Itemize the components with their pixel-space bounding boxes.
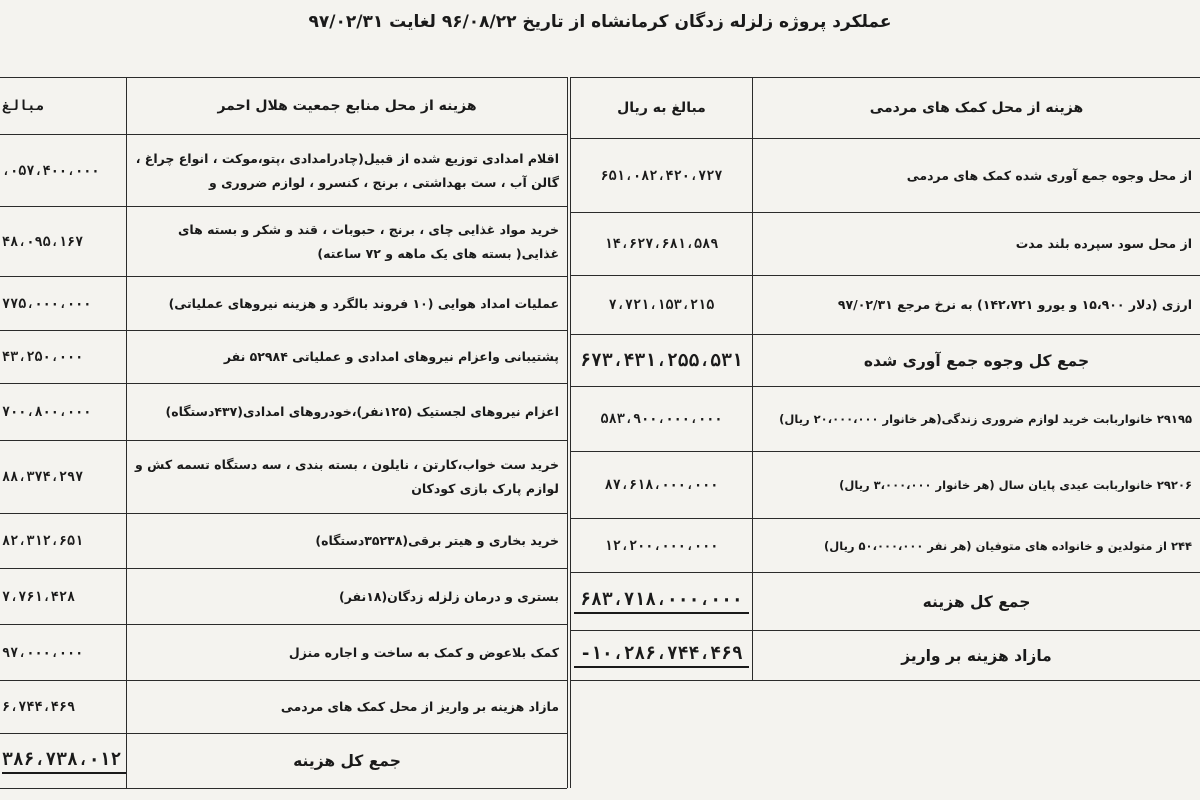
left-total-amount: [0, 734, 126, 788]
right-row-amount: ۷،۷۲۱،۱۵۳،۲۱۵: [608, 297, 715, 313]
total-expense-label: جمع کل هزینه: [922, 592, 1031, 611]
left-total-value: ۳۸۶،۷۳۸،۰۱۲: [2, 749, 126, 774]
surplus-label: مازاد هزینه بر واریز: [901, 646, 1052, 665]
left-row-desc: بستری و درمان زلزله زدگان(۱۸نفر): [339, 588, 559, 604]
left-row-amount: ۸۲،۳۱۲،۶۵۱: [2, 533, 84, 549]
total-collected-label: جمع کل وجوه جمع آوری شده: [863, 351, 1090, 370]
left-row-desc: خرید ست خواب،کارتن ، نایلون ، بسته بندی ، سه دستگاه تسمه کش و لوازم پارک بازی کودکان: [135, 457, 559, 496]
left-row-desc: خرید مواد غذایی چای ، برنج ، حبوبات ، قند و شکر و بسته های غذایی( بسته های یک ماهه و ۷۲ ساعته): [177, 221, 559, 261]
page-title: عملکرد پروژه زلزله زدگان کرمانشاه از تاریخ ۹۶/۰۸/۲۲ لغایت ۹۷/۰۲/۳۱: [308, 12, 892, 32]
left-row-amount: ،۰۵۷،۴۰۰،۰۰۰: [2, 162, 100, 179]
left-row-desc: اعزام نیروهای لجستیک (۱۲۵نفر)،خودروهای امدادی(۴۳۷دستگاه): [165, 404, 559, 419]
left-row-amount: ۴۳،۲۵۰،۰۰۰: [2, 349, 84, 365]
left-surplus-desc: مازاد هزینه بر واریز از محل کمک های مردمی: [280, 699, 559, 714]
left-row-desc: اقلام امدادی توزیع شده از قبیل(چادرامدادی ،پتو،موکت ، انواع چراغ ، گالن آب ، ست بهداشتی ، برنج ، کنسرو ، لوازم ضروری و: [135, 150, 559, 190]
surplus-amount: [571, 631, 752, 680]
left-row-desc: عملیات امداد هوایی (۱۰ فروند بالگرد و هزینه نیروهای عملیاتی): [168, 295, 559, 311]
right-header-description: هزینه از محل کمک های مردمی: [869, 100, 1084, 116]
right-row-amount: ۶۵۱،۰۸۲،۴۲۰،۷۲۷: [600, 167, 723, 184]
right-row-desc: از محل سود سپرده بلند مدت: [1015, 236, 1192, 251]
surplus-value: -۱۰،۲۸۶،۷۴۴،۴۶۹: [574, 643, 749, 668]
left-row-amount: ۷۰۰،۸۰۰،۰۰۰: [2, 404, 92, 420]
right-row-desc: ۲۹۲۰۶ خانواربابت عیدی پایان سال (هر خانوار ۳،۰۰۰،۰۰۰ ریال): [839, 478, 1192, 492]
left-header-description: هزینه از محل منابع جمعیت هلال احمر: [217, 98, 477, 114]
left-header-amount: مبالغ: [2, 98, 45, 114]
left-row-amount: ۹۷،۰۰۰،۰۰۰: [2, 644, 84, 661]
right-row-desc: ارزی (دلار ۱۵،۹۰۰ و یورو ۱۴۲،۷۲۱) به نرخ مرجع ۹۷/۰۲/۳۱: [837, 297, 1192, 312]
total-expense-value: ۶۸۳،۷۱۸،۰۰۰،۰۰۰: [574, 589, 749, 614]
right-row-amount: ۵۸۳،۹۰۰،۰۰۰،۰۰۰: [600, 411, 723, 427]
left-row-amount: ۸۸،۳۷۴،۲۹۷: [2, 469, 84, 485]
right-row-amount: ۸۷،۶۱۸،۰۰۰،۰۰۰: [604, 477, 719, 493]
right-row-desc: ۲۴۴ از متولدین و خانواده های متوفیان (هر نفر ۵۰،۰۰۰،۰۰۰ ریال): [824, 538, 1192, 553]
right-header-amount: مبالغ به ریال: [617, 100, 706, 116]
right-row-desc: از محل وجوه جمع آوری شده کمک های مردمی: [906, 167, 1192, 183]
total-collected-amount: ۶۷۳،۴۳۱،۲۵۵،۵۳۱: [580, 350, 743, 371]
total-expense-amount: [571, 573, 752, 630]
right-row-amount: ۱۴،۶۲۷،۶۸۱،۵۸۹: [604, 236, 719, 252]
left-surplus-amount: ۶،۷۴۴،۴۶۹: [2, 699, 76, 715]
left-total-label: جمع کل هزینه: [293, 752, 401, 770]
left-row-desc: خرید بخاری و هیتر برقی(۳۵۲۳۸دستگاه): [315, 533, 559, 548]
right-row-desc: ۲۹۱۹۵ خانواربابت خرید لوازم ضروری زندگی(هر خانوار ۲۰،۰۰۰،۰۰۰ ریال): [779, 412, 1192, 426]
left-row-amount: ۷۷۵،۰۰۰،۰۰۰: [2, 295, 92, 312]
left-row-amount: ۴۸،۰۹۵،۱۶۷: [2, 233, 84, 250]
left-row-desc: پشتیبانی واعزام نیروهای امدادی و عملیاتی ۵۲۹۸۴ نفر: [223, 349, 559, 364]
left-row-amount: ۷،۷۶۱،۴۲۸: [2, 588, 76, 605]
left-row-desc: کمک بلاعوض و کمک به ساخت و اجاره منزل: [288, 644, 559, 660]
right-row-amount: ۱۲،۲۰۰،۰۰۰،۰۰۰: [604, 537, 719, 554]
